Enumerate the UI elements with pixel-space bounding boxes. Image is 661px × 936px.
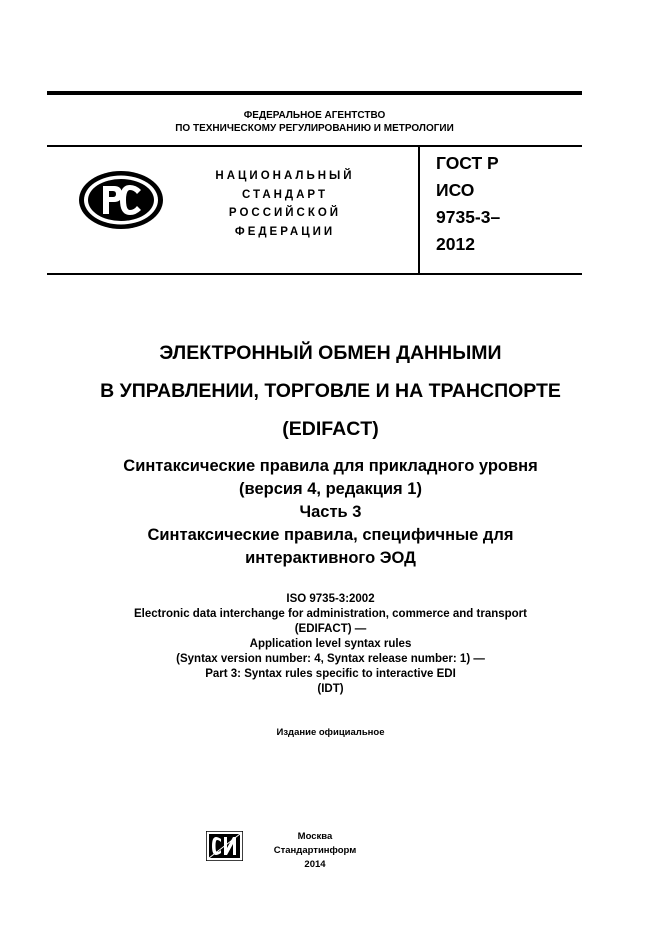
designation-line-3: 9735-3–: [436, 207, 501, 227]
agency-name: [47, 109, 582, 135]
english-line-7: (IDT): [317, 683, 344, 695]
header-bottom-rule: [47, 273, 582, 275]
publisher-year: 2014: [304, 859, 326, 870]
english-line-5: (Syntax version number: 4, Syntax release number: 1) —: [176, 653, 485, 665]
national-standard-line-4: ФЕДЕРАЦИИ: [234, 225, 336, 238]
title-line-1: ЭЛЕКТРОННЫЙ ОБМЕН ДАННЫМИ: [159, 342, 502, 364]
title-line-3: (EDIFACT): [282, 418, 379, 440]
subtitle-line-2: (версия 4, редакция 1): [239, 480, 422, 498]
agency-divider: [47, 145, 582, 147]
national-standard-line-2: СТАНДАРТ: [242, 188, 328, 201]
agency-line-1: ФЕДЕРАЛЬНОЕ АГЕНТСТВО: [243, 110, 386, 121]
edition-label: Издание официальное: [276, 727, 385, 738]
agency-line-2: ПО ТЕХНИЧЕСКОМУ РЕГУЛИРОВАНИЮ И МЕТРОЛОГИИ: [175, 123, 454, 134]
publisher-block: [255, 830, 375, 872]
designation-line-1: ГОСТ Р: [436, 153, 499, 173]
header-vertical-divider: [418, 147, 420, 273]
gost-r-certification-mark-icon: [78, 170, 164, 230]
english-line-6: Part 3: Syntax rules specific to interactive EDI: [205, 668, 456, 680]
english-line-2: Electronic data interchange for administration, commerce and transport: [133, 608, 527, 620]
top-rule: [47, 91, 582, 95]
subtitle-line-3: Часть 3: [299, 503, 362, 521]
standartinform-logo-icon: [206, 831, 243, 861]
subtitle-line-4: Синтаксические правила, специфичные для: [147, 526, 514, 544]
national-standard-line-3: РОССИЙСКОЙ: [228, 207, 342, 219]
english-line-1: ISO 9735-3:2002: [286, 593, 375, 605]
publisher-name: Стандартинформ: [273, 845, 357, 856]
subtitle-line-1: Синтаксические правила для прикладного уровня: [123, 457, 538, 475]
title-line-2: В УПРАВЛЕНИИ, ТОРГОВЛЕ И НА ТРАНСПОРТЕ: [100, 380, 561, 402]
designation-line-2: ИСО: [436, 180, 475, 200]
standard-designation: [436, 150, 500, 258]
national-standard-line-1: НАЦИОНАЛЬНЫЙ: [215, 170, 355, 182]
subtitle-line-5: интерактивного ЭОД: [245, 549, 416, 567]
english-title-block: [0, 592, 661, 697]
english-line-3: (EDIFACT) —: [294, 623, 367, 635]
national-standard-label: [190, 167, 380, 241]
publisher-city: Москва: [297, 831, 333, 842]
designation-line-4: 2012: [436, 234, 475, 254]
english-line-4: Application level syntax rules: [249, 638, 412, 650]
